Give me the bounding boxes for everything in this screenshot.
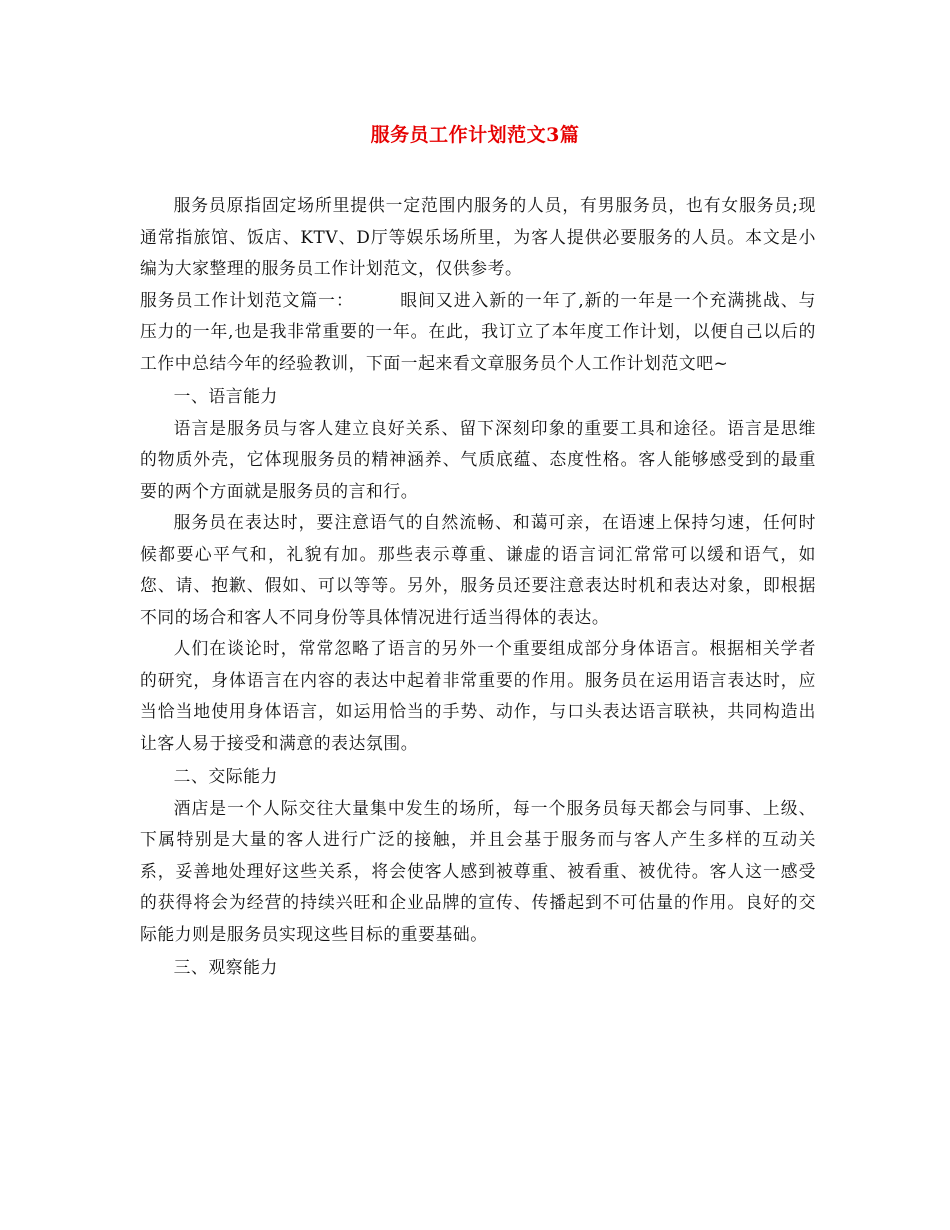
part-one-label: 服务员工作计划范文篇一： [140,289,354,310]
language-paragraph-3: 人们在谈论时，常常忽略了语言的另外一个重要组成部分身体语言。根据相关学者的研究，身体语言在内容的表达中起着非常重要的作用。服务员在运用语言表达时，应当恰当地使用身体语言，如运用恰当的手势、动作，与口头表达语言联袂，共同构造出让客人易于接受和满意的表达氛围。 [140,638,816,753]
language-paragraph-1: 语言是服务员与客人建立良好关系、留下深刻印象的重要工具和途径。语言是思维的物质外壳，它体现服务员的精神涵养、气质底蕴、态度性格。客人能够感受到的最重要的两个方面就是服务员的言和行。 [140,417,816,501]
language-paragraph-2: 服务员在表达时，要注意语气的自然流畅、和蔼可亲，在语速上保持匀速，任何时候都要心平气和，礼貌有加。那些表示尊重、谦虚的语言词汇常常可以缓和语气，如您、请、抱歉、假如、可以等等。另外，服务员还要注意表达时机和表达对象，即根据不同的场合和客人不同身份等具体情况进行适当得体的表达。 [140,512,816,627]
document-body [140,190,816,984]
document-title: 服务员工作计划范文3篇 [370,124,580,146]
section-heading-language: 一、语言能力 [173,386,278,406]
section-heading-observation: 三、观察能力 [173,957,278,977]
part-one-text: 眼间又进入新的一年了,新的一年是一个充满挑战、与压力的一年,也是我非常重要的一年。在此，我订立了本年度工作计划，以便自己以后的工作中总结今年的经验教训，下面一起来看文章服务员个人工作计划范文吧~ [140,289,816,373]
intro-paragraph: 服务员原指固定场所里提供一定范围内服务的人员，有男服务员，也有女服务员;现通常指旅馆、饭店、KTV、D厅等娱乐场所里，为客人提供必要服务的人员。本文是小编为大家整理的服务员工作计划范文，仅供参考。 [140,195,816,278]
section-heading-communication: 二、交际能力 [173,766,278,786]
part-one-paragraph [140,285,816,380]
communication-paragraph-1: 酒店是一个人际交往大量集中发生的场所，每一个服务员每天都会与同事、上级、下属特别是大量的客人进行广泛的接触，并且会基于服务而与客人产生多样的互动关系，妥善地处理好这些关系，将会使客人感到被尊重、被看重、被优待。客人这一感受的获得将会为经营的持续兴旺和企业品牌的宣传、传播起到不可估量的作用。良好的交际能力则是服务员实现这些目标的重要基础。 [140,797,816,944]
